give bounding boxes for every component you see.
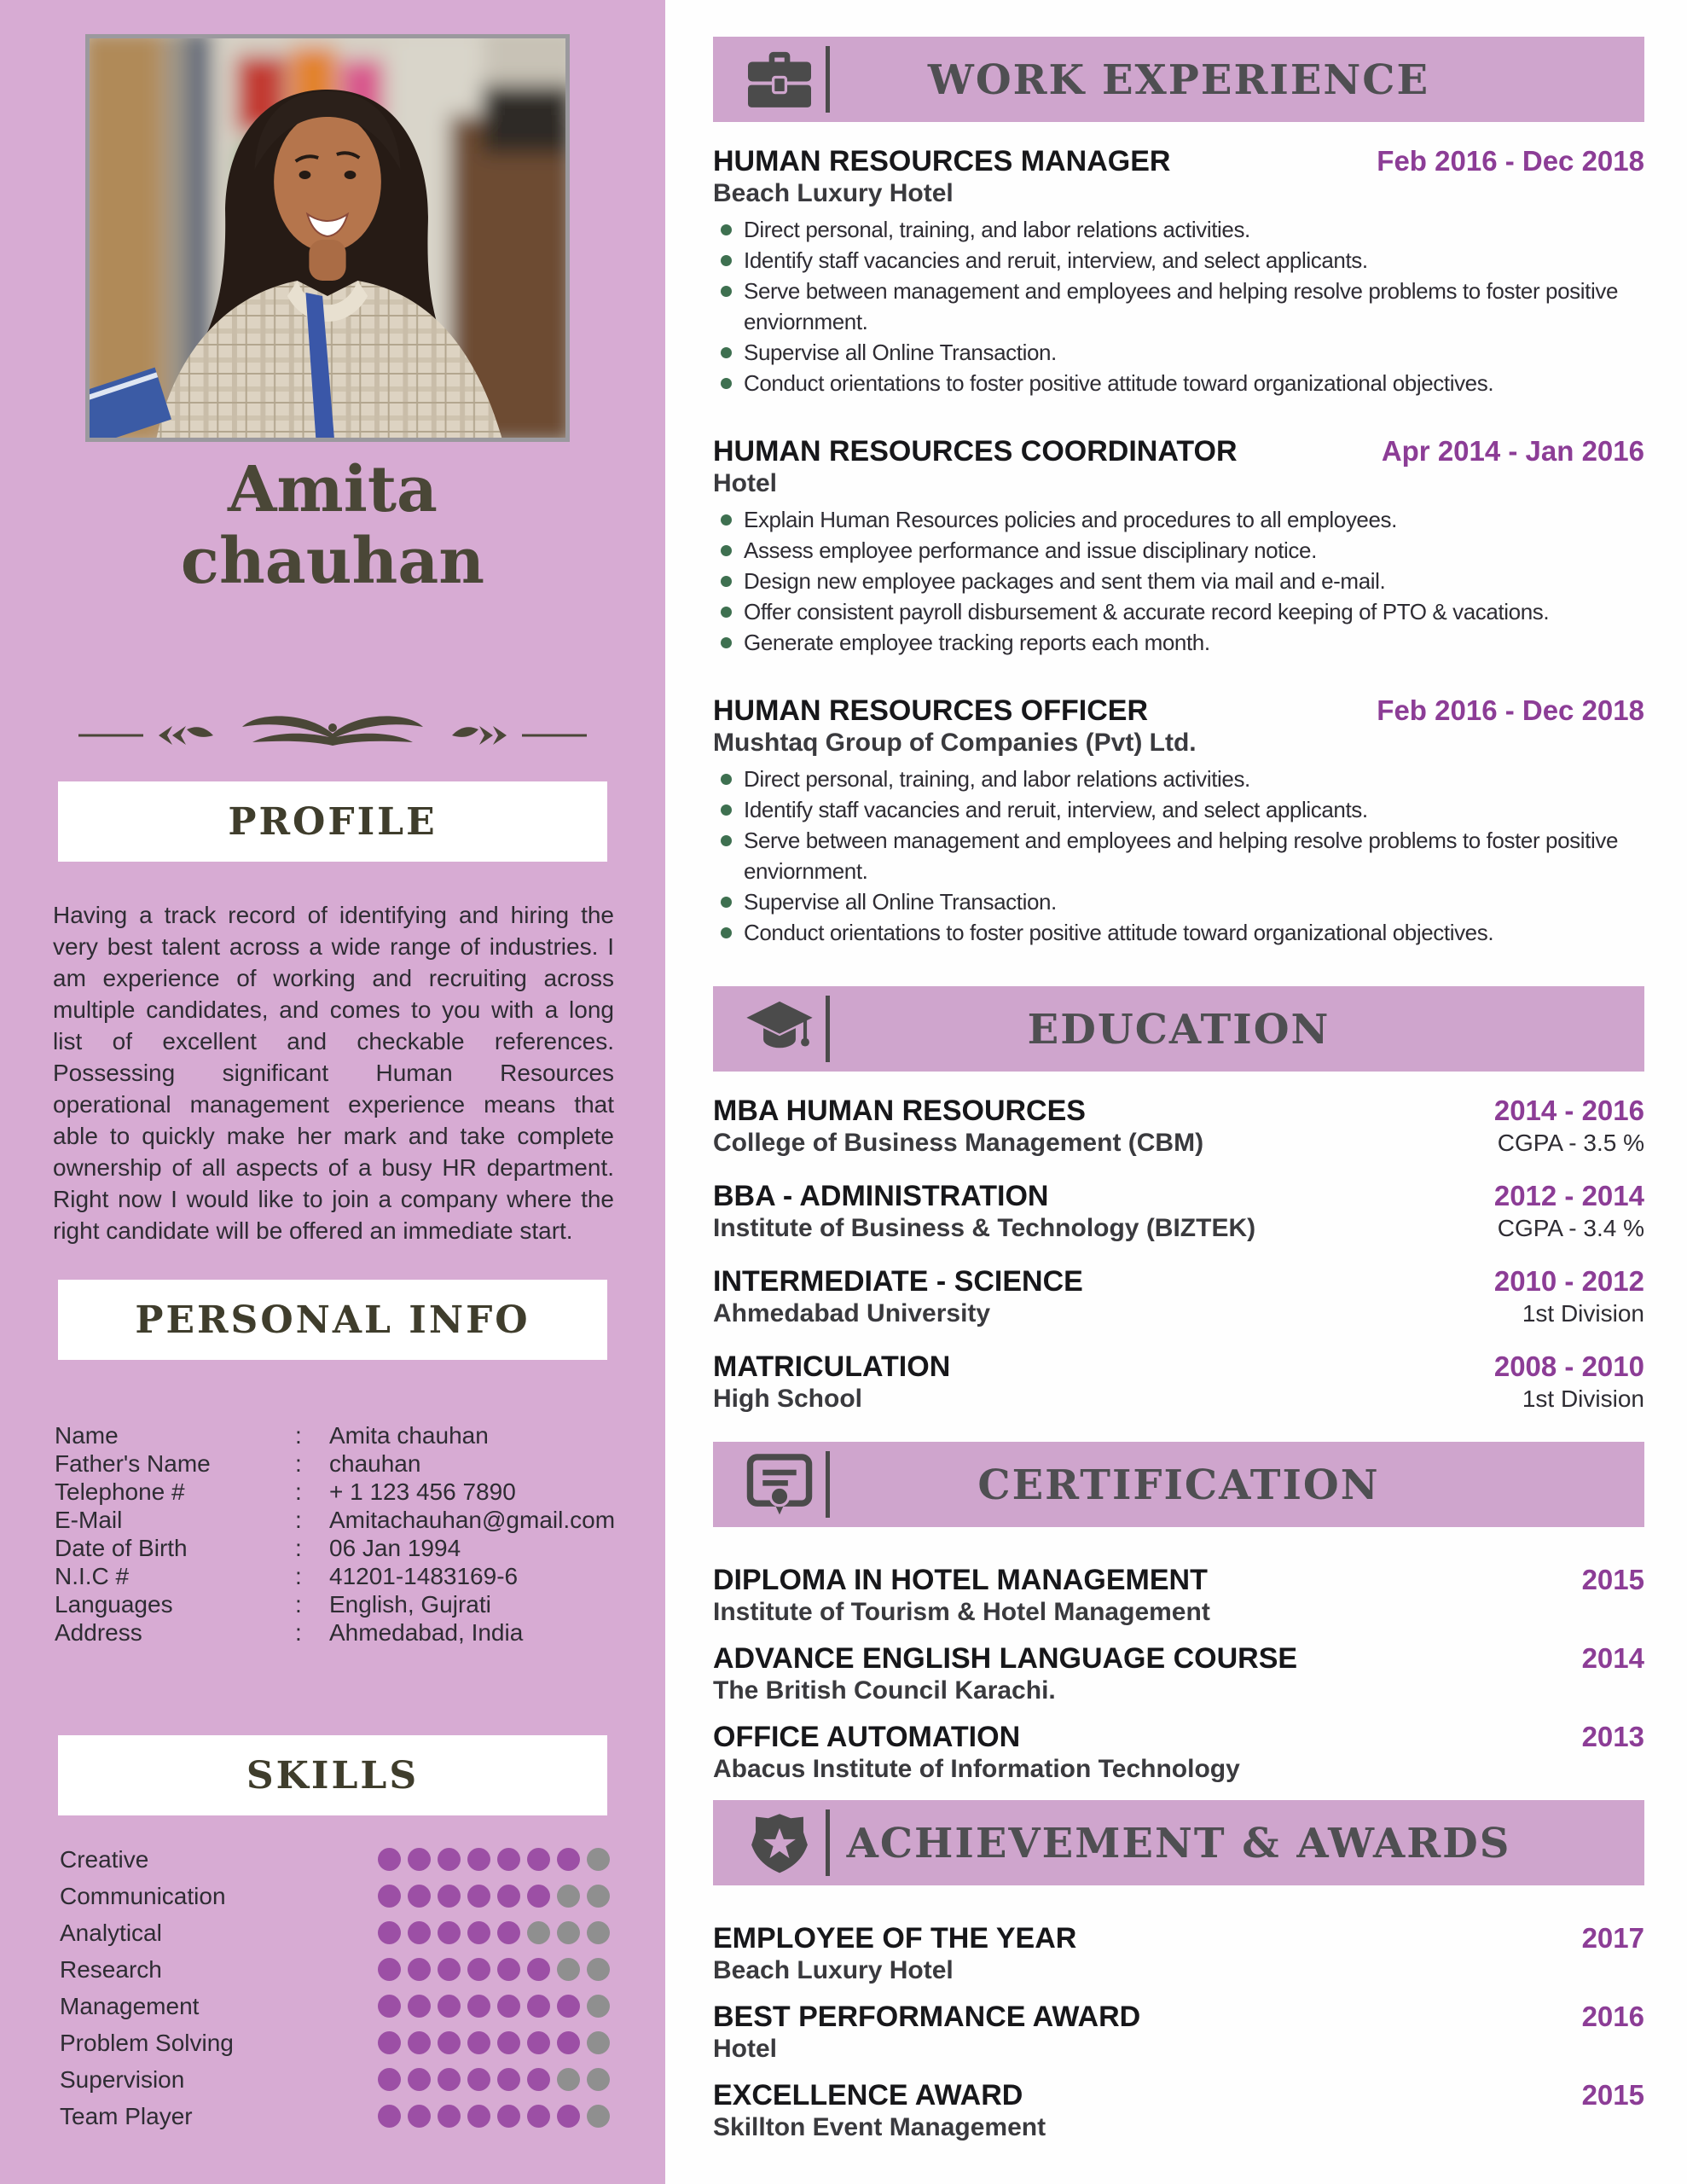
info-label: Telephone # (55, 1478, 185, 1505)
info-value: Ahmedabad, India (329, 1619, 524, 1646)
job-bullet: Supervise all Online Transaction. (713, 337, 1644, 368)
item-left (713, 2000, 1140, 2065)
section-item (713, 1563, 1644, 1628)
skill-dot-filled (408, 1921, 431, 1944)
item-right (1582, 1563, 1644, 1628)
skill-dot-empty (587, 1921, 610, 1944)
skill-row (60, 1914, 610, 1951)
skill-dot-filled (438, 1848, 461, 1871)
info-value: chauhan (329, 1450, 421, 1477)
info-label: Name (55, 1422, 119, 1449)
work-jobs (713, 144, 1644, 948)
item-sub: CGPA - 3.5 % (1497, 1130, 1644, 1156)
info-colon: : (295, 1535, 302, 1561)
item-org: Institute of Tourism & Hotel Management (713, 1598, 1210, 1626)
job-title: HUMAN RESOURCES MANAGER (713, 145, 1171, 177)
skill-row (60, 1951, 610, 1988)
section-item (713, 1641, 1644, 1706)
skill-dot-empty (587, 1885, 610, 1908)
certification-header (713, 1442, 1644, 1527)
skill-dot-filled (497, 1958, 520, 1981)
item-date: 2012 - 2014 (1493, 1180, 1644, 1211)
item-title: MBA HUMAN RESOURCES (713, 1095, 1086, 1127)
job-entry (713, 694, 1644, 948)
info-value: 41201-1483169-6 (329, 1563, 519, 1589)
skill-dot-empty (587, 2105, 610, 2128)
item-title: EMPLOYEE OF THE YEAR (713, 1922, 1077, 1955)
certification-title: CERTIFICATION (977, 1461, 1380, 1509)
job-bullet: Direct personal, training, and labor relations activities. (713, 764, 1644, 794)
profile-photo-illustration (90, 38, 565, 438)
skill-dot-filled (467, 1958, 490, 1981)
info-label: Date of Birth (55, 1535, 188, 1561)
item-right (1494, 1179, 1644, 1244)
skill-dot-filled (378, 2068, 401, 2091)
job-bullet: Serve between management and employees and helping resolve problems to foster positive enviornment. (713, 276, 1644, 337)
skill-dot-rating (378, 1995, 610, 2018)
job-bullets (713, 504, 1644, 658)
item-left (713, 2078, 1046, 2143)
skill-label: Creative (60, 1845, 149, 1873)
item-sub: 1st Division (1522, 1300, 1644, 1327)
personal-info-row (55, 1449, 621, 1478)
item-org: College of Business Management (CBM) (713, 1129, 1204, 1157)
main-column (713, 0, 1644, 2157)
job-entry (713, 434, 1644, 658)
item-left (713, 1179, 1255, 1244)
awards-header (713, 1800, 1644, 1885)
section-item (713, 2078, 1644, 2143)
skill-dot-empty (557, 1921, 580, 1944)
person-name-line2: chauhan (180, 525, 485, 598)
skill-dot-filled (467, 2031, 490, 2054)
info-colon: : (295, 1450, 302, 1477)
skill-dot-filled (378, 1958, 401, 1981)
item-left (713, 1921, 1076, 1986)
skill-dot-rating (378, 1921, 610, 1944)
section-item (713, 1264, 1644, 1329)
info-value: Amita chauhan (329, 1422, 489, 1449)
skill-dot-filled (527, 2031, 550, 2054)
job-bullet: Conduct orientations to foster positive attitude toward organizational objectives. (713, 368, 1644, 398)
certification-items (713, 1563, 1644, 1785)
skill-dot-filled (497, 1921, 520, 1944)
info-label: Address (55, 1619, 142, 1646)
skill-label: Research (60, 1955, 162, 1983)
job-bullet: Assess employee performance and issue disciplinary notice. (713, 535, 1644, 566)
item-title: OFFICE AUTOMATION (713, 1721, 1021, 1753)
work-experience-header (713, 37, 1644, 122)
skill-dot-filled (527, 1848, 550, 1871)
info-value: 06 Jan 1994 (329, 1535, 461, 1561)
item-date: 2008 - 2010 (1493, 1350, 1644, 1382)
skill-dot-filled (497, 2031, 520, 2054)
sidebar (0, 0, 665, 2184)
skill-dot-filled (527, 2068, 550, 2091)
education-header (713, 986, 1644, 1072)
profile-heading-box (58, 781, 607, 862)
personal-info-row (55, 1421, 621, 1449)
work-experience-title: WORK EXPERIENCE (927, 56, 1430, 104)
skill-dot-filled (408, 2068, 431, 2091)
job-bullet: Generate employee tracking reports each month. (713, 627, 1644, 658)
item-org: The British Council Karachi. (713, 1676, 1056, 1705)
item-date: 2013 (1581, 1721, 1644, 1752)
skill-dot-filled (497, 2068, 520, 2091)
profile-photo (85, 34, 570, 442)
job-company: Beach Luxury Hotel (713, 179, 954, 207)
skill-dot-filled (497, 1995, 520, 2018)
skill-dot-filled (557, 1848, 580, 1871)
info-label: N.I.C # (55, 1563, 130, 1589)
skill-dot-filled (408, 2031, 431, 2054)
section-item (713, 1921, 1644, 1986)
skill-dot-filled (467, 1848, 490, 1871)
info-colon: : (295, 1422, 302, 1449)
personal-info-row (55, 1478, 621, 1506)
skill-dot-filled (408, 1885, 431, 1908)
item-date: 2014 - 2016 (1493, 1095, 1644, 1126)
skill-row (60, 2024, 610, 2061)
skill-dot-filled (378, 1995, 401, 2018)
info-label: Languages (55, 1591, 173, 1618)
skill-dot-rating (378, 2031, 610, 2054)
job-date: Feb 2016 - Dec 2018 (1377, 694, 1644, 726)
skill-dot-empty (587, 2031, 610, 2054)
item-org: Beach Luxury Hotel (713, 1956, 954, 1984)
item-title: DIPLOMA IN HOTEL MANAGEMENT (713, 1564, 1208, 1596)
item-right (1494, 1264, 1644, 1329)
skill-dot-filled (378, 2105, 401, 2128)
skill-dot-empty (557, 2068, 580, 2091)
skill-label: Communication (60, 1882, 226, 1909)
skill-label: Problem Solving (60, 2029, 234, 2056)
section-item (713, 2000, 1644, 2065)
skill-dot-filled (438, 1921, 461, 1944)
job-head (713, 144, 1644, 178)
skill-dot-empty (557, 1958, 580, 1981)
skill-dot-filled (467, 1885, 490, 1908)
item-left (713, 1720, 1240, 1785)
skill-dot-rating (378, 1848, 610, 1871)
skill-dot-filled (557, 2031, 580, 2054)
item-title: MATRICULATION (713, 1350, 951, 1383)
skill-dot-filled (527, 1958, 550, 1981)
info-colon: : (295, 1507, 302, 1533)
personal-info-row (55, 1590, 621, 1618)
item-left (713, 1094, 1203, 1159)
skill-dot-filled (497, 1848, 520, 1871)
skill-dot-filled (378, 1921, 401, 1944)
skill-dot-filled (438, 2031, 461, 2054)
job-bullets (713, 214, 1644, 398)
item-title: EXCELLENCE AWARD (713, 2079, 1023, 2111)
item-date: 2014 (1581, 1642, 1644, 1674)
job-date: Apr 2014 - Jan 2016 (1381, 435, 1644, 467)
info-colon: : (295, 1619, 302, 1646)
skill-dot-filled (557, 2105, 580, 2128)
skill-dot-empty (527, 1921, 550, 1944)
info-value: + 1 123 456 7890 (329, 1478, 516, 1505)
item-right (1582, 1921, 1644, 1986)
skill-dot-filled (557, 1995, 580, 2018)
item-date: 2010 - 2012 (1493, 1265, 1644, 1297)
skill-row (60, 2098, 610, 2135)
item-title: INTERMEDIATE - SCIENCE (713, 1265, 1083, 1298)
skill-dot-filled (497, 2105, 520, 2128)
skill-dot-filled (467, 2068, 490, 2091)
skill-dot-filled (438, 2068, 461, 2091)
job-entry (713, 144, 1644, 398)
job-title: HUMAN RESOURCES OFFICER (713, 694, 1149, 727)
skill-row (60, 2061, 610, 2098)
decorative-flourish (77, 701, 588, 763)
section-item (713, 1350, 1644, 1414)
skill-dot-filled (438, 1958, 461, 1981)
item-right (1494, 1350, 1644, 1414)
skill-dot-filled (438, 1995, 461, 2018)
skills-heading-box (58, 1735, 607, 1815)
skill-dot-empty (587, 1958, 610, 1981)
job-bullet: Identify staff vacancies and reruit, interview, and select applicants. (713, 245, 1644, 276)
personal-info-row (55, 1562, 621, 1590)
skill-dot-rating (378, 1958, 610, 1981)
education-title: EDUCATION (1027, 1006, 1330, 1054)
profile-text: Having a track record of identifying and hiring the very best talent across a wide range of industries. I am experience of working and recruiting across multiple candidates, and comes to you with a long list of excellent and checkable references. Possessing significant Human Resources operational management experience means that able to quickly make her mark and take complete ownership of all aspects of a busy HR department. Right now I would like to join a company where the right candidate will be offered an immediate start. (53, 902, 614, 1244)
item-org: Hotel (713, 2035, 777, 2063)
personal-info-heading: PERSONAL INFO (135, 1298, 530, 1342)
skill-dot-filled (467, 1921, 490, 1944)
info-value: English, Gujrati (329, 1591, 491, 1618)
job-bullet: Identify staff vacancies and reruit, interview, and select applicants. (713, 794, 1644, 825)
skill-dot-filled (408, 1848, 431, 1871)
skill-dot-filled (527, 1885, 550, 1908)
item-date: 2016 (1581, 2001, 1644, 2032)
item-org: Institute of Business & Technology (BIZTEK) (713, 1214, 1256, 1242)
skill-dot-filled (378, 1848, 401, 1871)
item-sub: 1st Division (1522, 1385, 1644, 1412)
job-bullet: Serve between management and employees and helping resolve problems to foster positive enviornment. (713, 825, 1644, 886)
personal-info-row (55, 1534, 621, 1562)
personal-info-rows (55, 1421, 621, 1647)
skill-dot-filled (408, 2105, 431, 2128)
job-title: HUMAN RESOURCES COORDINATOR (713, 435, 1238, 468)
item-org: Abacus Institute of Information Technology (713, 1755, 1240, 1783)
skill-dot-empty (587, 1848, 610, 1871)
item-sub: CGPA - 3.4 % (1497, 1215, 1644, 1241)
job-company: Hotel (713, 469, 777, 497)
personal-info-row (55, 1618, 621, 1647)
skill-dot-empty (557, 1885, 580, 1908)
skill-dot-filled (497, 1885, 520, 1908)
info-colon: : (295, 1563, 302, 1589)
item-left (713, 1264, 1083, 1329)
item-org: Skillton Event Management (713, 2113, 1046, 2141)
skill-dot-filled (438, 2105, 461, 2128)
personal-info-row (55, 1506, 621, 1534)
skill-dot-filled (467, 1995, 490, 2018)
skill-label: Team Player (60, 2102, 193, 2129)
profile-heading: PROFILE (228, 799, 438, 844)
skill-dot-filled (438, 1885, 461, 1908)
item-org: High School (713, 1385, 862, 1413)
job-bullet: Offer consistent payroll disbursement & accurate record keeping of PTO & vacations. (713, 596, 1644, 627)
awards-items (713, 1921, 1644, 2143)
skill-label: Analytical (60, 1919, 162, 1946)
section-item (713, 1179, 1644, 1244)
item-right (1582, 1641, 1644, 1706)
job-head (713, 694, 1644, 728)
job-date: Feb 2016 - Dec 2018 (1377, 145, 1644, 177)
skill-row (60, 1841, 610, 1878)
item-date: 2015 (1581, 2079, 1644, 2111)
item-date: 2015 (1581, 1564, 1644, 1595)
item-left (713, 1563, 1210, 1628)
job-bullet: Conduct orientations to foster positive attitude toward organizational objectives. (713, 917, 1644, 948)
skill-row (60, 1878, 610, 1914)
skill-dot-filled (527, 1995, 550, 2018)
item-right (1582, 2078, 1644, 2143)
info-colon: : (295, 1591, 302, 1618)
item-org: Ahmedabad University (713, 1299, 991, 1327)
skill-dot-rating (378, 2105, 610, 2128)
skill-dot-empty (587, 2068, 610, 2091)
item-title: ADVANCE ENGLISH LANGUAGE COURSE (713, 1642, 1298, 1675)
skill-dot-rating (378, 2068, 610, 2091)
item-right (1582, 2000, 1644, 2065)
skill-dot-empty (587, 1995, 610, 2018)
info-label: E-Mail (55, 1507, 123, 1533)
skill-dot-filled (527, 2105, 550, 2128)
skill-dot-filled (467, 2105, 490, 2128)
info-label: Father's Name (55, 1450, 211, 1477)
skill-dot-rating (378, 1885, 610, 1908)
item-left (713, 1350, 950, 1414)
skill-row (60, 1988, 610, 2024)
section-item (713, 1720, 1644, 1785)
item-title: BEST PERFORMANCE AWARD (713, 2001, 1141, 2033)
item-left (713, 1641, 1297, 1706)
skill-dot-filled (378, 1885, 401, 1908)
info-value: Amitachauhan@gmail.com (329, 1507, 616, 1533)
person-name-line1: Amita (228, 453, 438, 526)
job-bullet: Supervise all Online Transaction. (713, 886, 1644, 917)
personal-info-heading-box (58, 1280, 607, 1360)
section-item (713, 1094, 1644, 1159)
job-bullets (713, 764, 1644, 948)
education-items (713, 1094, 1644, 1414)
info-colon: : (295, 1478, 302, 1505)
skill-label: Supervision (60, 2065, 185, 2093)
job-bullet: Direct personal, training, and labor relations activities. (713, 214, 1644, 245)
item-title: BBA - ADMINISTRATION (713, 1180, 1049, 1212)
job-bullet: Explain Human Resources policies and procedures to all employees. (713, 504, 1644, 535)
skills-heading: SKILLS (246, 1753, 420, 1798)
skill-dot-filled (408, 1995, 431, 2018)
awards-title: ACHIEVEMENT & AWARDS (846, 1820, 1511, 1867)
person-name (0, 454, 665, 597)
item-right (1494, 1094, 1644, 1159)
skills-rows (60, 1841, 610, 2135)
job-bullet: Design new employee packages and sent them via mail and e-mail. (713, 566, 1644, 596)
skill-label: Management (60, 1992, 200, 2019)
item-date: 2017 (1581, 1922, 1644, 1954)
skill-dot-filled (408, 1958, 431, 1981)
skill-dot-filled (378, 2031, 401, 2054)
job-head (713, 434, 1644, 468)
item-right (1582, 1720, 1644, 1785)
job-company: Mushtaq Group of Companies (Pvt) Ltd. (713, 729, 1197, 757)
